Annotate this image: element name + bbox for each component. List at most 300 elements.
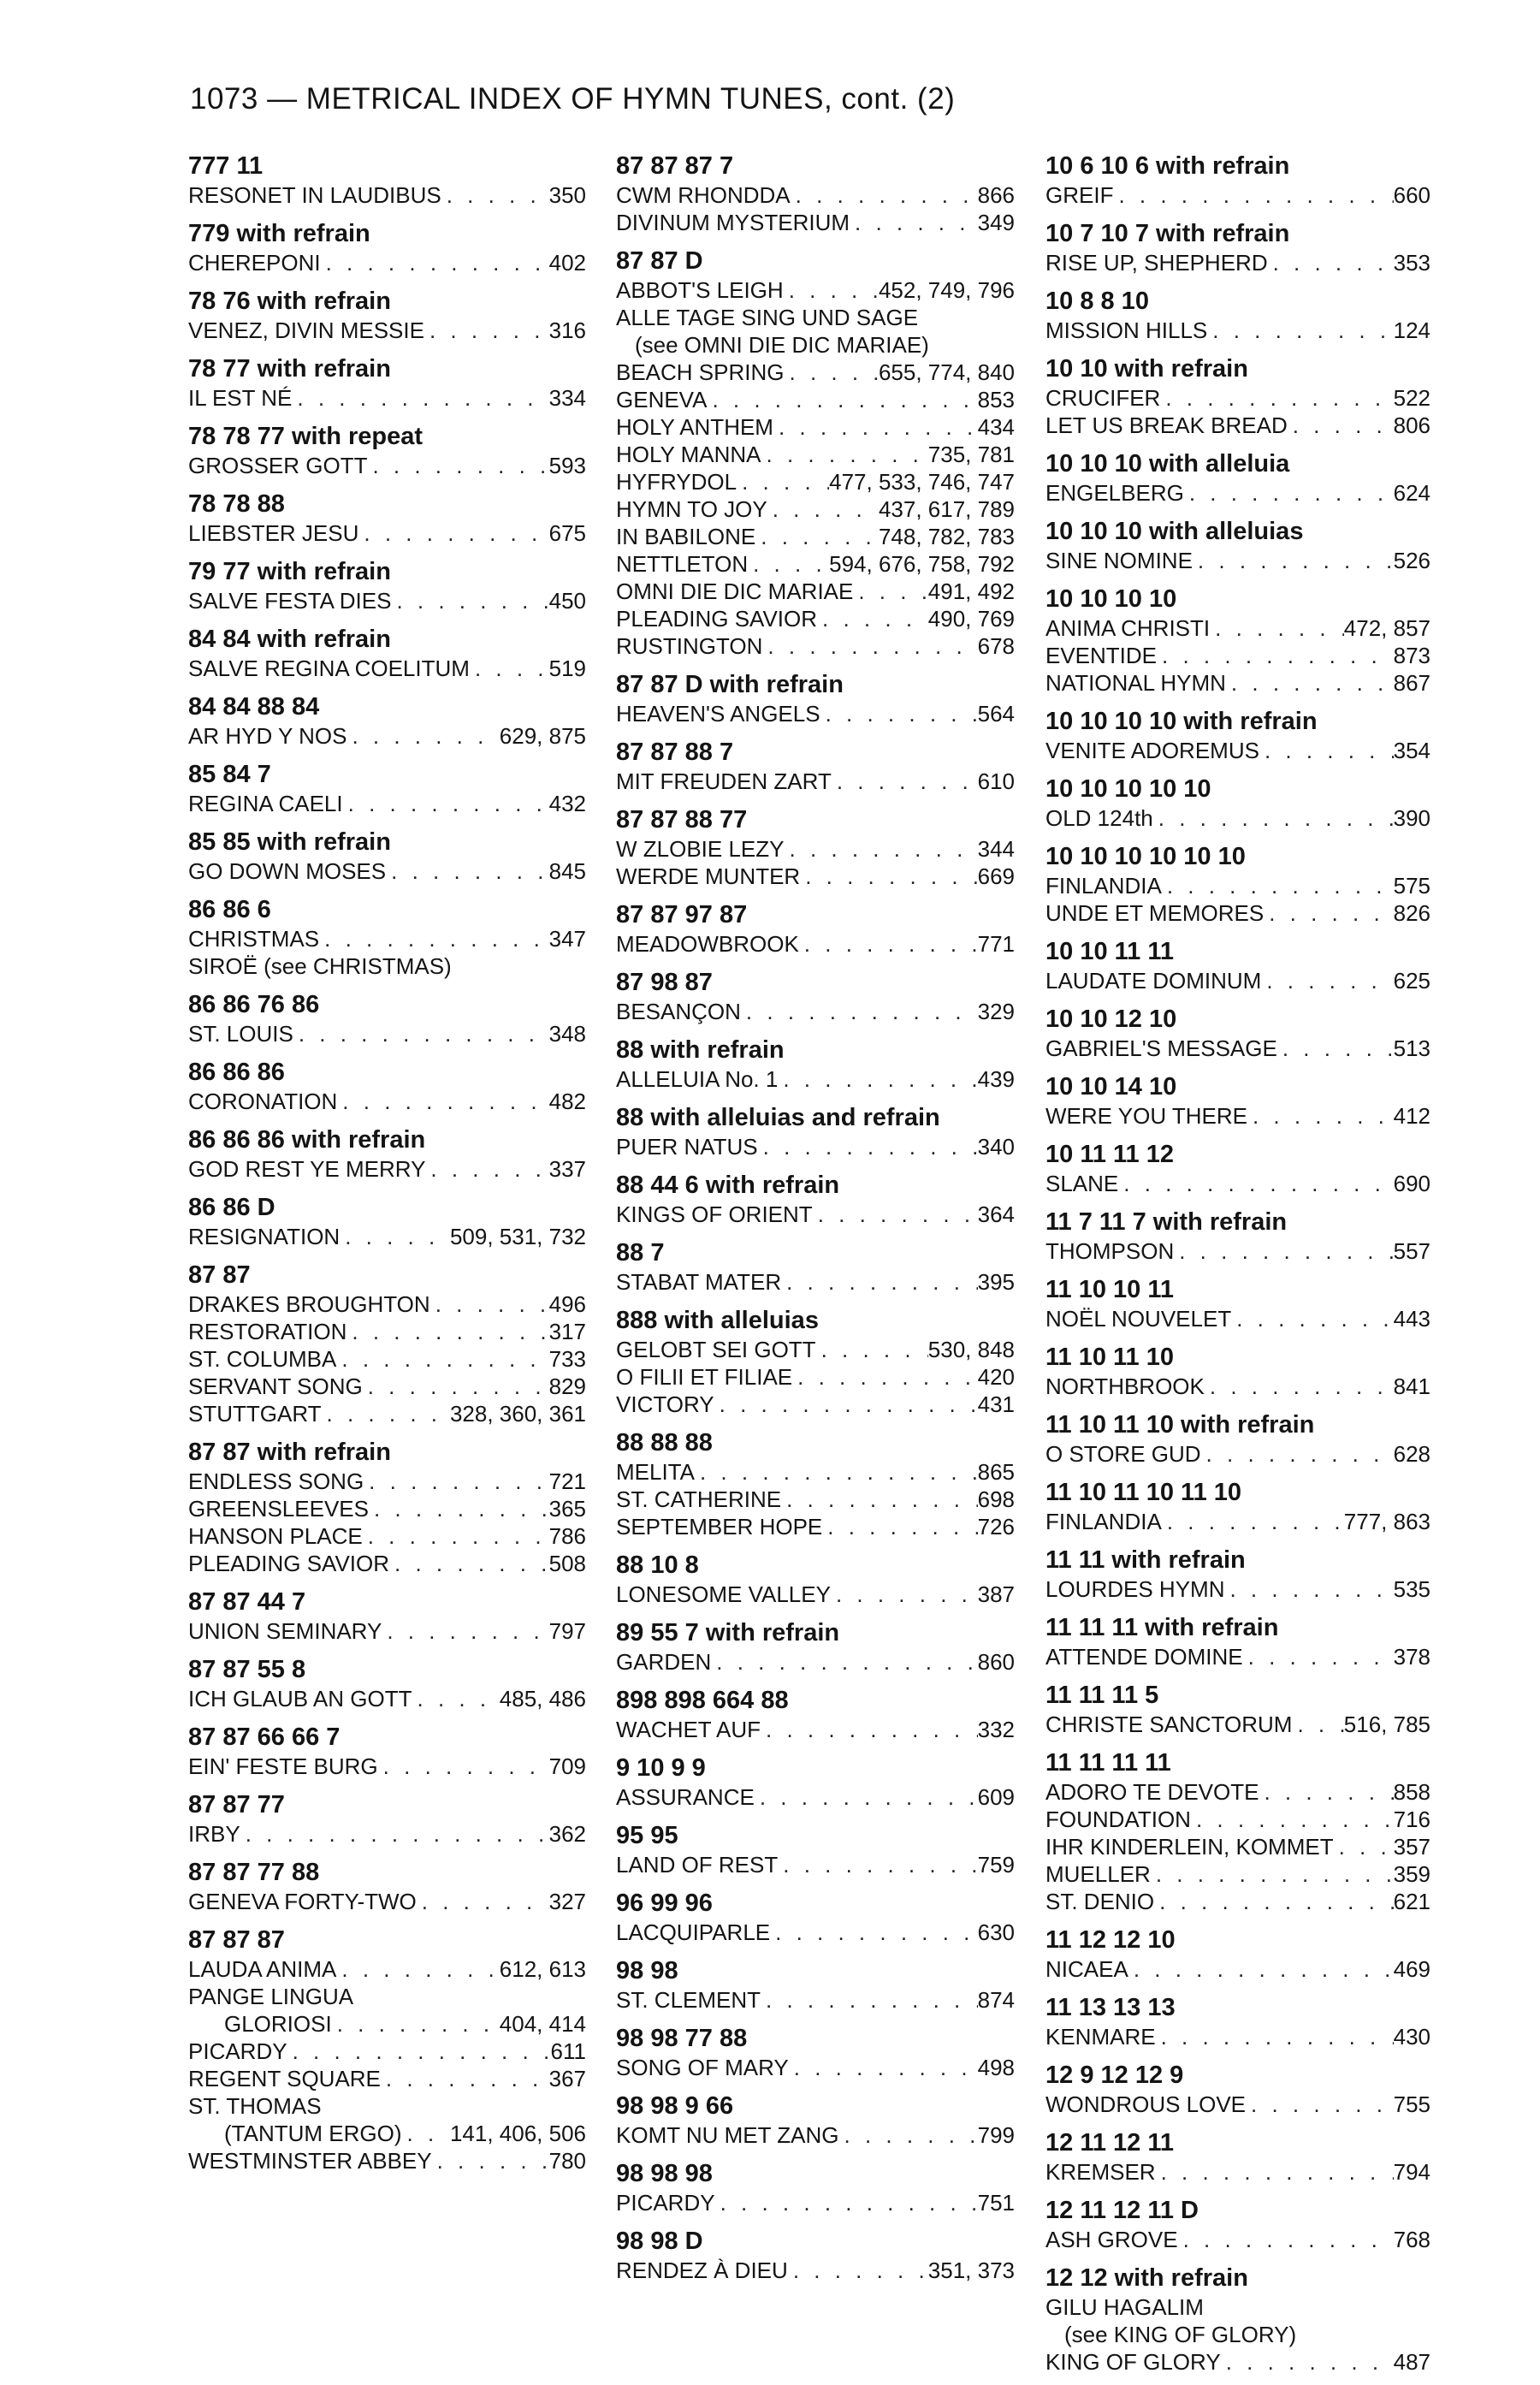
dot-leader [322, 1400, 450, 1427]
dot-leader [1259, 1778, 1393, 1806]
hymn-numbers: 508 [548, 1551, 586, 1576]
tune-name: DIVINUM MYSTERIUM [616, 210, 850, 235]
tune-entry [188, 1550, 586, 1577]
hymn-numbers: 860 [977, 1649, 1015, 1675]
cross-reference-note: (see KING OF GLORY) [1064, 2322, 1297, 2347]
dot-leader [340, 1223, 450, 1250]
meter-heading: 86 86 D [188, 1194, 275, 1221]
dot-leader [799, 930, 978, 958]
hymn-numbers: 867 [1393, 670, 1430, 696]
tune-name: STUTTGART [188, 1401, 322, 1427]
tune-name: GABRIEL'S MESSAGE [1045, 1035, 1277, 1061]
hymn-numbers: 378 [1393, 1644, 1430, 1670]
dot-leader [441, 181, 549, 209]
dot-leader [820, 700, 978, 727]
tune-entry [616, 768, 1015, 795]
tune-name: ADORO TE DEVOTE [1045, 1779, 1259, 1805]
tune-entry [188, 1753, 586, 1780]
meter-heading: 10 10 14 10 [1045, 1073, 1177, 1101]
meter-section [616, 246, 1015, 660]
dot-leader [343, 790, 549, 817]
tune-entry [1045, 384, 1430, 412]
dot-leader [1231, 1305, 1393, 1332]
meter-section [616, 1550, 1015, 1608]
tune-name: FINLANDIA [1045, 1509, 1162, 1534]
tune-name: WERDE MUNTER [616, 863, 801, 889]
tune-entry [616, 209, 1015, 236]
meter-heading: 9 10 9 9 [616, 1754, 706, 1782]
dot-leader [1156, 2023, 1394, 2050]
hymn-numbers: 698 [977, 1486, 1015, 1512]
dot-leader [319, 925, 548, 952]
tune-entry [1045, 642, 1430, 669]
dot-leader [758, 1133, 978, 1160]
hymn-numbers: 826 [1393, 900, 1430, 926]
tune-entry [616, 930, 1015, 958]
dot-leader [1157, 642, 1394, 669]
tune-entry [188, 1345, 586, 1373]
dot-leader [1178, 2226, 1394, 2253]
meter-heading: 777 11 [188, 152, 264, 180]
dot-leader [850, 209, 978, 236]
tune-entry [616, 578, 1015, 605]
dot-leader [1288, 412, 1394, 439]
tune-entry [616, 835, 1015, 863]
meter-section [188, 353, 586, 412]
dot-leader [432, 2147, 549, 2174]
tune-entry [616, 468, 1015, 495]
meter-heading: 10 10 11 11 [1045, 938, 1174, 965]
tune-name: CHEREPONI [188, 250, 321, 276]
hymn-numbers: 865 [977, 1459, 1015, 1485]
tune-entry [616, 359, 1015, 386]
tune-entry [616, 1201, 1015, 1228]
dot-leader [714, 1391, 978, 1418]
tune-entry [616, 998, 1015, 1025]
meter-heading: 779 with refrain [188, 220, 370, 247]
dot-leader [287, 2038, 551, 2065]
hymn-numbers: 340 [977, 1134, 1015, 1160]
dot-leader [293, 1020, 549, 1047]
tune-name: GENEVA FORTY-TWO [188, 1889, 417, 1914]
hymn-numbers: 797 [548, 1618, 586, 1644]
dot-leader [1156, 2158, 1394, 2186]
meter-section [1045, 218, 1430, 276]
dot-leader [1207, 317, 1393, 344]
tune-entry [616, 495, 1015, 523]
dot-leader [1243, 1643, 1394, 1670]
dot-leader [1264, 899, 1393, 927]
meter-heading: 88 7 [616, 1239, 665, 1267]
tune-name: WERE YOU THERE [1045, 1103, 1247, 1129]
tune-name: SONG OF MARY [616, 2055, 789, 2080]
dot-leader [386, 857, 548, 885]
dot-leader [761, 1986, 978, 2014]
tune-name: GLORIOSI [224, 2011, 332, 2037]
tune-name: GREIF [1045, 182, 1114, 208]
hymn-numbers: 344 [977, 836, 1015, 862]
meter-section [1045, 1747, 1430, 1915]
tune-name: ENGELBERG [1045, 480, 1184, 506]
hymn-numbers: 522 [1393, 385, 1430, 411]
dot-leader [1221, 2348, 1394, 2376]
hymn-numbers: 327 [548, 1889, 586, 1914]
tune-name: GARDEN [616, 1649, 712, 1675]
tune-name: GREENSLEEVES [188, 1496, 369, 1522]
tune-entry [1045, 1833, 1430, 1860]
hymn-numbers: 359 [1393, 1861, 1430, 1887]
dot-leader [788, 2257, 928, 2284]
hymn-numbers: 364 [977, 1201, 1015, 1227]
meter-heading: 10 10 10 with alleluias [1045, 518, 1304, 545]
dot-leader [737, 468, 829, 495]
meter-heading: 87 87 77 88 [188, 1859, 320, 1886]
tune-entry [1045, 1711, 1430, 1738]
hymn-numbers: 759 [977, 1852, 1015, 1878]
meter-section [1045, 2127, 1430, 2186]
dot-leader [822, 1513, 977, 1540]
tune-entry [188, 2065, 586, 2092]
dot-leader [369, 1495, 549, 1522]
meter-section [1045, 151, 1430, 209]
meter-heading: 10 10 10 10 with refrain [1045, 708, 1318, 735]
meter-heading: 86 86 76 86 [188, 991, 320, 1018]
meter-heading: 89 55 7 with refrain [616, 1619, 840, 1646]
tune-name: PICARDY [616, 2190, 715, 2216]
hymn-numbers: 350 [548, 182, 586, 208]
tune-name: NETTLETON [616, 551, 749, 577]
dot-leader [1268, 249, 1394, 276]
hymn-numbers: 629, 875 [499, 723, 586, 749]
dot-leader [1191, 1806, 1394, 1833]
tune-entry [1045, 1102, 1430, 1130]
meter-section [188, 759, 586, 817]
dot-leader [785, 835, 978, 863]
dot-leader [1160, 384, 1393, 412]
tune-entry [188, 2147, 586, 2174]
dot-leader [381, 2065, 549, 2092]
dot-leader [773, 413, 978, 441]
tune-name: ST. COLUMBA [188, 1346, 337, 1372]
dot-leader [770, 1919, 977, 1946]
tune-name: SINE NOMINE [1045, 548, 1193, 573]
tune-name: SERVANT SONG [188, 1373, 363, 1399]
tune-entry [1045, 1643, 1430, 1670]
tune-entry [616, 2121, 1015, 2149]
meter-section [1045, 2195, 1430, 2253]
dot-leader [1154, 1888, 1393, 1915]
dot-leader [853, 578, 927, 605]
tune-name: SALVE REGINA COELITUM [188, 656, 470, 681]
cross-reference-note: (see OMNI DIE DIC MARIAE) [635, 332, 929, 358]
dot-leader [425, 1155, 548, 1183]
dot-leader [1151, 1860, 1394, 1888]
tune-entry [616, 605, 1015, 632]
dot-leader [778, 1065, 977, 1093]
meter-heading: 10 11 11 12 [1045, 1141, 1174, 1168]
dot-leader [778, 1851, 977, 1878]
hymn-numbers: 612, 613 [499, 1956, 586, 1982]
meter-heading: 84 84 with refrain [188, 626, 391, 653]
tune-entry [1045, 1888, 1430, 1915]
tune-entry [616, 1391, 1015, 1418]
meter-section [616, 1617, 1015, 1676]
hymn-numbers: 513 [1393, 1035, 1430, 1061]
tune-name: KOMT NU MET ZANG [616, 2122, 839, 2148]
hymn-numbers: 690 [1393, 1171, 1430, 1196]
meter-section [188, 1925, 586, 2174]
tune-name: NOËL NOUVELET [1045, 1306, 1232, 1332]
tune-entry [1045, 1035, 1430, 1062]
tune-name: RISE UP, SHEPHERD [1045, 250, 1268, 276]
meter-heading: 78 78 88 [188, 490, 285, 518]
tune-name: LOURDES HYMN [1045, 1576, 1225, 1602]
dot-leader [816, 1336, 928, 1363]
hymn-numbers: 402 [548, 250, 586, 276]
tune-name: HEAVEN'S ANGELS [616, 701, 820, 727]
meter-section [616, 151, 1015, 236]
meter-heading: 78 77 with refrain [188, 355, 391, 383]
meter-section [1045, 936, 1430, 994]
tune-name: ST. DENIO [1045, 1889, 1155, 1914]
tune-entry [188, 655, 586, 682]
dot-leader [755, 523, 879, 550]
meter-section [616, 669, 1015, 727]
tune-entry [188, 1155, 586, 1183]
hymn-numbers: 430 [1393, 2024, 1430, 2050]
meter-section [188, 624, 586, 682]
dot-leader [1259, 737, 1394, 764]
tune-name-line: GILU HAGALIM [1045, 2294, 1204, 2320]
dot-leader [761, 441, 928, 468]
dot-leader [389, 1550, 549, 1577]
hymn-numbers: 437, 617, 789 [878, 496, 1015, 522]
meter-section [1045, 2263, 1430, 2376]
hymn-numbers: 362 [548, 1821, 586, 1847]
dot-leader [1113, 181, 1393, 209]
hymn-numbers: 412 [1393, 1103, 1430, 1129]
hymn-numbers: 443 [1393, 1306, 1430, 1332]
dot-leader [470, 655, 549, 682]
index-column-3 [1045, 151, 1430, 2385]
tune-entry [1045, 737, 1430, 764]
tune-entry [1045, 1170, 1430, 1197]
hymn-numbers: 452, 749, 796 [878, 277, 1015, 303]
meter-heading: 87 87 [188, 1261, 251, 1289]
meter-section [188, 218, 586, 276]
dot-leader [741, 998, 978, 1025]
hymn-numbers: 354 [1393, 738, 1430, 763]
tune-entry [1045, 2158, 1430, 2186]
tune-name: HYFRYDOL [616, 469, 737, 495]
dot-leader [1261, 967, 1393, 994]
tune-name: NORTHBROOK [1045, 1373, 1205, 1399]
dot-leader [337, 1088, 548, 1115]
tune-name: CRUCIFER [1045, 385, 1161, 411]
meter-heading: 10 6 10 6 with refrain [1045, 152, 1290, 180]
tune-name: VENITE ADOREMUS [1045, 738, 1259, 763]
tune-name: ENDLESS SONG [188, 1468, 364, 1494]
meter-section [188, 1437, 586, 1577]
tune-name: ST. CLEMENT [616, 1987, 761, 2013]
tune-name: VICTORY [616, 1391, 714, 1417]
meter-section [616, 2091, 1015, 2149]
tune-name: PUER NATUS [616, 1134, 758, 1160]
dot-leader [711, 1648, 977, 1676]
tune-entry [1045, 1237, 1430, 1265]
meter-section [188, 1857, 586, 1915]
tune-name: BESANÇON [616, 999, 741, 1024]
tune-entry [188, 2010, 586, 2038]
hymn-numbers: 329 [977, 999, 1015, 1024]
meter-section [616, 1685, 1015, 1743]
meter-section [616, 1888, 1015, 1946]
tune-name: LACQUIPARLE [616, 1919, 771, 1945]
hymn-numbers: 735, 781 [927, 442, 1015, 467]
tune-name: MISSION HILLS [1045, 317, 1208, 343]
meter-section [188, 1587, 586, 1645]
meter-heading: 85 84 7 [188, 761, 271, 788]
meter-section [188, 421, 586, 479]
dot-leader [1334, 1833, 1394, 1860]
tune-entry [616, 1133, 1015, 1160]
tune-name: KING OF GLORY [1045, 2349, 1221, 2375]
tune-entry [1045, 2091, 1430, 2118]
meter-heading: 98 98 [616, 1957, 678, 1985]
tune-entry [188, 1820, 586, 1848]
hymn-numbers: 611 [550, 2038, 586, 2064]
tune-name: MUELLER [1045, 1861, 1151, 1887]
hymn-numbers: 477, 533, 746, 747 [829, 469, 1015, 495]
hymn-numbers: 564 [977, 701, 1015, 727]
tune-name-line: ST. THOMAS [188, 2093, 322, 2119]
tune-entry [616, 1581, 1015, 1608]
meter-heading: 87 87 87 7 [616, 152, 734, 180]
meter-heading: 11 10 10 11 [1045, 1276, 1174, 1303]
meter-heading: 12 11 12 11 D [1045, 2197, 1199, 2224]
meter-section [616, 2158, 1015, 2216]
tune-name: ASSURANCE [616, 1784, 755, 1810]
meter-section [1045, 1207, 1430, 1265]
tune-name: KINGS OF ORIENT [616, 1201, 813, 1227]
meter-heading: 86 86 86 [188, 1059, 285, 1086]
tune-name: IRBY [188, 1821, 240, 1847]
meter-heading: 888 with alleluias [616, 1307, 819, 1334]
hymn-numbers: 328, 360, 361 [449, 1401, 586, 1427]
tune-entry [188, 181, 586, 209]
tune-name: BEACH SPRING [616, 359, 785, 385]
meter-section [1045, 516, 1430, 574]
hymn-numbers: 351, 373 [927, 2257, 1015, 2283]
tune-entry [188, 1318, 586, 1345]
hymn-numbers: 780 [548, 2148, 586, 2174]
tune-entry [1045, 317, 1430, 344]
hymn-numbers: 557 [1393, 1238, 1430, 1264]
dot-leader [430, 1290, 549, 1318]
hymn-numbers: 709 [548, 1753, 586, 1779]
meter-heading: 87 87 77 [188, 1791, 285, 1818]
tune-entry [1045, 1508, 1430, 1535]
meter-heading: 79 77 with refrain [188, 558, 391, 585]
tune-name: CWM RHONDDA [616, 182, 791, 208]
hymn-numbers: 675 [548, 520, 586, 546]
hymn-numbers: 530, 848 [927, 1337, 1015, 1362]
hymn-numbers: 771 [977, 931, 1015, 957]
tune-name: ATTENDE DOMINE [1045, 1644, 1243, 1670]
dot-leader [321, 249, 549, 276]
dot-leader [364, 1468, 548, 1495]
hymn-numbers: 621 [1393, 1889, 1430, 1914]
dot-leader [715, 2189, 978, 2216]
meter-heading: 78 78 77 with repeat [188, 423, 424, 450]
hymn-numbers: 624 [1393, 480, 1430, 506]
dot-leader [1162, 872, 1394, 899]
meter-section [1045, 1477, 1430, 1535]
dot-leader [1226, 669, 1394, 697]
hymn-numbers: 751 [977, 2190, 1015, 2216]
tune-entry [188, 1088, 586, 1115]
meter-heading: 12 9 12 12 9 [1045, 2062, 1184, 2089]
meter-section [1045, 774, 1430, 832]
tune-entry [188, 1617, 586, 1645]
meter-section [616, 1035, 1015, 1093]
meter-section [1045, 1409, 1430, 1468]
tune-entry [188, 1020, 586, 1047]
meter-section [1045, 1004, 1430, 1062]
tune-entry [188, 722, 586, 750]
tune-name: EVENTIDE [1045, 643, 1158, 668]
meter-heading: 98 98 77 88 [616, 2025, 748, 2052]
tune-name: PLEADING SAVIOR [616, 606, 818, 632]
dot-leader [332, 2010, 500, 2038]
tune-entry [616, 1363, 1015, 1391]
hymn-numbers: 390 [1393, 805, 1430, 831]
tune-name: LONESOME VALLEY [616, 1581, 831, 1607]
tune-name: GO DOWN MOSES [188, 858, 387, 884]
tune-entry [1045, 1778, 1430, 1806]
hymn-numbers: 874 [977, 1987, 1015, 2013]
tune-entry [1045, 1305, 1430, 1332]
hymn-numbers: 768 [1393, 2227, 1430, 2252]
meter-section [188, 151, 586, 209]
dot-leader [417, 1888, 549, 1915]
tune-entry [188, 1290, 586, 1318]
meter-heading: 10 8 8 10 [1045, 288, 1149, 315]
dot-leader [1193, 547, 1394, 574]
tune-entry [188, 384, 586, 412]
tune-name: LAND OF REST [616, 1852, 779, 1878]
dot-leader [785, 359, 879, 386]
meter-heading: 88 with alleluias and refrain [616, 1104, 940, 1131]
tune-name: OMNI DIE DIC MARIAE [616, 578, 854, 604]
tune-name: KENMARE [1045, 2024, 1156, 2050]
hymn-numbers: 357 [1393, 1834, 1430, 1860]
tune-entry [616, 1716, 1015, 1743]
meter-heading: 86 86 6 [188, 896, 271, 923]
dot-leader [781, 1486, 978, 1513]
meter-heading: 87 98 87 [616, 969, 713, 996]
meter-heading: 11 7 11 7 with refrain [1045, 1208, 1288, 1236]
index-column-2 [616, 151, 1015, 2293]
dot-leader [791, 181, 978, 209]
tune-entry [1045, 2226, 1430, 2253]
meter-section [1045, 706, 1430, 764]
tune-name: WACHET AUF [616, 1717, 761, 1742]
tune-name: SEPTEMBER HOPE [616, 1514, 823, 1540]
tune-entry [1045, 412, 1430, 439]
meter-section [616, 1170, 1015, 1228]
meter-heading: 12 12 with refrain [1045, 2264, 1248, 2292]
